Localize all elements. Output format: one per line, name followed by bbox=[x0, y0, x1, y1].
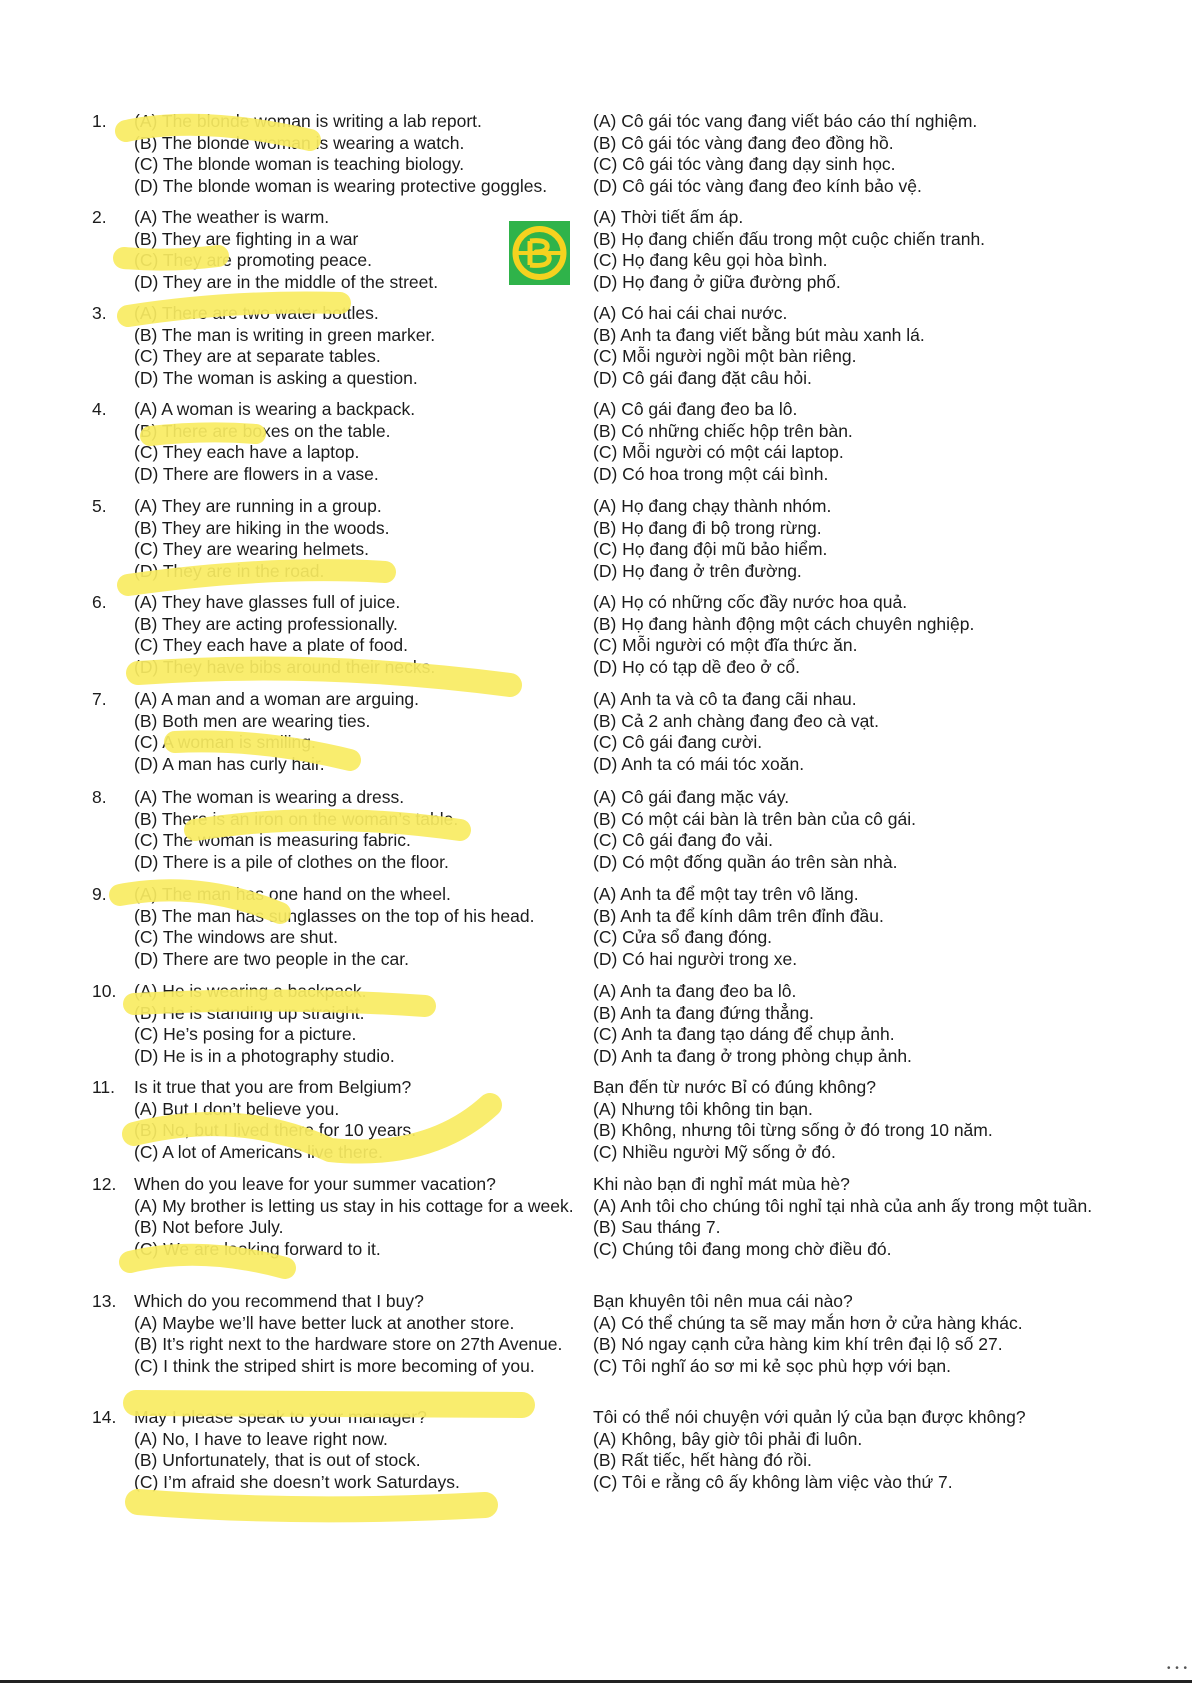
vietnamese-options bbox=[593, 689, 1093, 775]
translation-line: (C) Anh ta đang tạo dáng để chụp ảnh. bbox=[593, 1024, 895, 1044]
translation-line: (B) Cả 2 anh chàng đang đeo cà vạt. bbox=[593, 710, 880, 731]
vietnamese-options bbox=[593, 1077, 1093, 1163]
question-number: 13. bbox=[92, 1291, 117, 1311]
vietnamese-options bbox=[593, 496, 1093, 582]
option-line: (D) A man has curly hair. bbox=[134, 753, 325, 774]
page-bottom-rule bbox=[0, 1680, 1192, 1683]
vietnamese-options bbox=[593, 1174, 1093, 1260]
question-number: 1. bbox=[92, 111, 107, 131]
option-line: (C) The woman is measuring fabric. bbox=[134, 830, 411, 850]
option-line: (A) He is wearing a backpack. bbox=[134, 981, 367, 1001]
vietnamese-options bbox=[593, 787, 1093, 873]
vietnamese-options bbox=[593, 981, 1093, 1067]
translation-line: (D) Có hoa trong một cái bình. bbox=[593, 463, 829, 484]
translation-line: (D) Họ đang ở giữa đường phố. bbox=[593, 271, 841, 292]
english-options bbox=[134, 787, 579, 873]
translation-line: (A) Cô gái đang mặc váy. bbox=[593, 787, 790, 807]
translation-line: (D) Cô gái tóc vàng đang đeo kính bảo vệ. bbox=[593, 175, 922, 196]
option-line: (D) They have bibs around their necks. bbox=[134, 656, 436, 677]
option-line: (A) The woman is wearing a dress. bbox=[134, 787, 405, 807]
option-line: (D) There is a pile of clothes on the floor. bbox=[134, 851, 449, 872]
translation-line: (D) Anh ta có mái tóc xoăn. bbox=[593, 753, 805, 774]
option-line: (B) There are boxes on the table. bbox=[134, 420, 391, 441]
translation-line: (B) Nó ngay cạnh cửa hàng kim khí trên đại lộ số 27. bbox=[593, 1334, 1003, 1354]
english-options bbox=[134, 884, 579, 970]
option-line: (D) There are two people in the car. bbox=[134, 948, 409, 969]
translation-line: (C) Tôi e rằng cô ấy không làm việc vào thứ 7. bbox=[593, 1471, 953, 1492]
translation-line: (C) Chúng tôi đang mong chờ điều đó. bbox=[593, 1238, 892, 1259]
english-options bbox=[134, 303, 579, 389]
footer-mark: • • • bbox=[1166, 1663, 1188, 1674]
vietnamese-options bbox=[593, 207, 1093, 293]
translation-line: (C) Mỗi người có một cái laptop. bbox=[593, 442, 844, 462]
translation-line: (A) Họ có những cốc đầy nước hoa quả. bbox=[593, 592, 908, 612]
question-prompt: When do you leave for your summer vacation? bbox=[134, 1174, 496, 1194]
option-line: (A) A man and a woman are arguing. bbox=[134, 689, 420, 709]
question-number: 9. bbox=[92, 884, 107, 904]
green-circle-b-logo-icon bbox=[509, 221, 570, 285]
option-line: (B) There is an iron on the woman’s table. bbox=[134, 808, 459, 829]
translation-line: (B) Anh ta để kính dâm trên đỉnh đầu. bbox=[593, 905, 884, 926]
vietnamese-options bbox=[593, 1407, 1093, 1493]
english-options bbox=[134, 981, 579, 1067]
question-prompt: Is it true that you are from Belgium? bbox=[134, 1077, 412, 1097]
option-line: (C) They are promoting peace. bbox=[134, 250, 372, 270]
question-number: 4. bbox=[92, 399, 107, 419]
option-line: (A) They are running in a group. bbox=[134, 496, 382, 516]
highlight-stroke bbox=[136, 1403, 522, 1405]
option-line: (A) They have glasses full of juice. bbox=[134, 592, 401, 612]
option-line: (A) But I don’t believe you. bbox=[134, 1098, 340, 1119]
option-line: (D) They are in the middle of the street. bbox=[134, 271, 439, 292]
option-line: (B) Unfortunately, that is out of stock. bbox=[134, 1450, 421, 1470]
option-line: (B) They are acting professionally. bbox=[134, 613, 398, 634]
english-options bbox=[134, 1174, 579, 1260]
translation-line: (B) Họ đang chiến đấu trong một cuộc chiến tranh. bbox=[593, 228, 986, 249]
option-line: (C) He’s posing for a picture. bbox=[134, 1024, 357, 1044]
vietnamese-options bbox=[593, 303, 1093, 389]
translation-line: (A) Anh tôi cho chúng tôi nghỉ tại nhà của anh ấy trong một tuần. bbox=[593, 1195, 1093, 1216]
question-prompt: May I please speak to your manager? bbox=[134, 1407, 427, 1427]
question-prompt: Which do you recommend that I buy? bbox=[134, 1291, 424, 1311]
translation-line: (D) Họ đang ở trên đường. bbox=[593, 560, 802, 581]
option-line: (A) The blonde woman is writing a lab report. bbox=[134, 111, 482, 131]
option-line: (D) He is in a photography studio. bbox=[134, 1045, 395, 1066]
translation-line: (B) Có những chiếc hộp trên bàn. bbox=[593, 420, 853, 441]
translation-line: (B) Họ đang hành động một cách chuyên nghiệp. bbox=[593, 613, 975, 634]
option-line: (B) They are hiking in the woods. bbox=[134, 517, 390, 538]
option-line: (A) My brother is letting us stay in his cottage for a week. bbox=[134, 1195, 574, 1216]
vietnamese-options bbox=[593, 884, 1093, 970]
option-line: (A) No, I have to leave right now. bbox=[134, 1428, 388, 1449]
translation-line: (A) Thời tiết ấm áp. bbox=[593, 207, 744, 227]
option-line: (C) I think the striped shirt is more becoming of you. bbox=[134, 1355, 535, 1376]
translation-line: (B) Không, nhưng tôi từng sống ở đó trong 10 năm. bbox=[593, 1120, 993, 1140]
option-line: (C) The blonde woman is teaching biology. bbox=[134, 154, 465, 174]
question-number: 3. bbox=[92, 303, 107, 323]
english-options bbox=[134, 496, 579, 582]
translation-line: (A) Có thể chúng ta sẽ may mắn hơn ở cửa hàng khác. bbox=[593, 1312, 1023, 1333]
translation-line: (C) Cô gái tóc vàng đang dạy sinh học. bbox=[593, 154, 896, 174]
option-line: (C) A lot of Americans live there. bbox=[134, 1141, 383, 1162]
highlight-stroke bbox=[138, 1502, 485, 1509]
translation-line: (D) Có một đống quần áo trên sàn nhà. bbox=[593, 851, 898, 872]
option-line: (A) There are two water bottles. bbox=[134, 303, 379, 323]
translation-line: (C) Mỗi người ngồi một bàn riêng. bbox=[593, 346, 857, 366]
vietnamese-options bbox=[593, 1291, 1093, 1377]
translation-line: (B) Anh ta đang đứng thẳng. bbox=[593, 1002, 814, 1023]
translation-line: (C) Họ đang kêu gọi hòa bình. bbox=[593, 250, 828, 270]
translation-line: (A) Họ đang chạy thành nhóm. bbox=[593, 496, 832, 516]
translation-line: (C) Họ đang đội mũ bảo hiểm. bbox=[593, 539, 828, 559]
option-line: (B) They are fighting in a war bbox=[134, 228, 359, 249]
option-line: (D) The woman is asking a question. bbox=[134, 367, 418, 388]
translation-line: (A) Cô gái tóc vang đang viết báo cáo thí nghiệm. bbox=[593, 111, 978, 131]
option-line: (B) No, but I lived there for 10 years. bbox=[134, 1120, 417, 1140]
translation-line: (C) Cô gái đang cười. bbox=[593, 732, 763, 752]
translation-line: (A) Không, bây giờ tôi phải đi luôn. bbox=[593, 1428, 863, 1449]
option-line: (C) They are at separate tables. bbox=[134, 346, 381, 366]
option-line: (C) The windows are shut. bbox=[134, 927, 338, 947]
english-options bbox=[134, 592, 579, 678]
option-line: (B) He is standing up straight. bbox=[134, 1002, 365, 1023]
translation-line: (D) Có hai người trong xe. bbox=[593, 948, 798, 969]
question-number: 6. bbox=[92, 592, 107, 612]
option-line: (B) The man is writing in green marker. bbox=[134, 324, 436, 345]
translation-line: (B) Sau tháng 7. bbox=[593, 1217, 721, 1237]
option-line: (B) Both men are wearing ties. bbox=[134, 710, 371, 731]
question-prompt-translation: Bạn khuyên tôi nên mua cái nào? bbox=[593, 1291, 853, 1311]
translation-line: (A) Nhưng tôi không tin bạn. bbox=[593, 1098, 813, 1119]
option-line: (D) There are flowers in a vase. bbox=[134, 463, 379, 484]
option-line: (A) The weather is warm. bbox=[134, 207, 330, 227]
option-line: (A) Maybe we’ll have better luck at another store. bbox=[134, 1312, 515, 1333]
question-prompt-translation: Khi nào bạn đi nghỉ mát mùa hè? bbox=[593, 1174, 850, 1194]
question-number: 14. bbox=[92, 1407, 117, 1427]
translation-line: (A) Có hai cái chai nước. bbox=[593, 303, 788, 323]
translation-line: (B) Cô gái tóc vàng đang đeo đồng hồ. bbox=[593, 132, 894, 153]
logo-graphic bbox=[509, 221, 570, 285]
question-number: 12. bbox=[92, 1174, 117, 1194]
translation-line: (B) Rất tiếc, hết hàng đó rồi. bbox=[593, 1450, 812, 1470]
translation-line: (C) Nhiều người Mỹ sống ở đó. bbox=[593, 1141, 836, 1162]
english-options bbox=[134, 1291, 579, 1377]
question-number: 8. bbox=[92, 787, 107, 807]
english-options bbox=[134, 1407, 579, 1493]
translation-line: (D) Anh ta đang ở trong phòng chụp ảnh. bbox=[593, 1045, 912, 1066]
translation-line: (B) Có một cái bàn là trên bàn của cô gái. bbox=[593, 808, 916, 829]
translation-line: (A) Cô gái đang đeo ba lô. bbox=[593, 399, 798, 419]
translation-line: (B) Anh ta đang viết bằng bút màu xanh lá. bbox=[593, 324, 925, 345]
option-line: (C) They each have a plate of food. bbox=[134, 635, 409, 655]
translation-line: (C) Cô gái đang đo vải. bbox=[593, 830, 773, 850]
english-options bbox=[134, 1077, 579, 1163]
option-line: (D) They are in the road. bbox=[134, 560, 325, 581]
question-prompt-translation: Tôi có thể nói chuyện với quản lý của bạn được không? bbox=[593, 1407, 1026, 1427]
option-line: (B) The blonde woman is wearing a watch. bbox=[134, 132, 465, 153]
option-line: (A) A woman is wearing a backpack. bbox=[134, 399, 416, 419]
option-line: (D) The blonde woman is wearing protective goggles. bbox=[134, 175, 548, 196]
vietnamese-options bbox=[593, 111, 1093, 197]
translation-line: (A) Anh ta đang đeo ba lô. bbox=[593, 981, 797, 1001]
vietnamese-options bbox=[593, 592, 1093, 678]
question-number: 2. bbox=[92, 207, 107, 227]
english-options bbox=[134, 111, 579, 197]
option-line: (B) Not before July. bbox=[134, 1217, 284, 1237]
option-line: (C) We are looking forward to it. bbox=[134, 1238, 381, 1259]
english-options bbox=[134, 689, 579, 775]
translation-line: (D) Cô gái đang đặt câu hỏi. bbox=[593, 367, 812, 388]
question-prompt-translation: Bạn đến từ nước Bỉ có đúng không? bbox=[593, 1077, 877, 1097]
translation-line: (A) Anh ta và cô ta đang cãi nhau. bbox=[593, 689, 857, 709]
option-line: (B) The man has sunglasses on the top of his head. bbox=[134, 905, 535, 926]
translation-line: (D) Họ có tạp dề đeo ở cổ. bbox=[593, 656, 800, 677]
english-options bbox=[134, 399, 579, 485]
option-line: (C) They each have a laptop. bbox=[134, 442, 360, 462]
vietnamese-options bbox=[593, 399, 1093, 485]
option-line: (A) The man has one hand on the wheel. bbox=[134, 884, 451, 904]
translation-line: (C) Cửa sổ đang đóng. bbox=[593, 927, 773, 947]
question-number: 11. bbox=[92, 1077, 116, 1097]
option-line: (C) A woman is smiling. bbox=[134, 732, 316, 752]
translation-line: (C) Mỗi người có một đĩa thức ăn. bbox=[593, 635, 858, 655]
translation-line: (A) Anh ta để một tay trên vô lăng. bbox=[593, 884, 859, 904]
question-number: 5. bbox=[92, 496, 107, 516]
option-line: (B) It’s right next to the hardware store on 27th Avenue. bbox=[134, 1334, 563, 1354]
question-number: 7. bbox=[92, 689, 107, 709]
translation-line: (B) Họ đang đi bộ trong rừng. bbox=[593, 517, 822, 538]
option-line: (C) They are wearing helmets. bbox=[134, 539, 370, 559]
translation-line: (C) Tôi nghĩ áo sơ mi kẻ sọc phù hợp với bạn. bbox=[593, 1355, 952, 1376]
option-line: (C) I’m afraid she doesn’t work Saturdays. bbox=[134, 1471, 460, 1492]
question-number: 10. bbox=[92, 981, 117, 1001]
